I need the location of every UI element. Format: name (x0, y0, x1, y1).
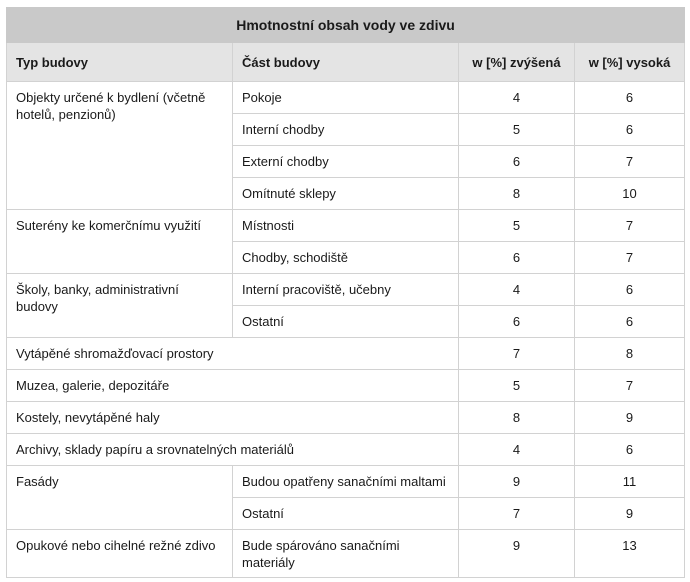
table-row (7, 466, 685, 498)
cell-w-high: 6 (575, 274, 685, 306)
table-row (7, 402, 685, 434)
cell-w-high: 7 (575, 210, 685, 242)
cell-building-part: Externí chodby (233, 146, 459, 178)
table-row (7, 434, 685, 466)
cell-w-high: 7 (575, 146, 685, 178)
cell-w-raised: 5 (459, 210, 575, 242)
cell-w-raised: 7 (459, 338, 575, 370)
table-row (7, 370, 685, 402)
table-row (7, 338, 685, 370)
table-row (7, 82, 685, 114)
cell-building-part: Bude spárováno sanačními materiály (233, 530, 459, 578)
cell-w-high: 11 (575, 466, 685, 498)
cell-w-high: 6 (575, 306, 685, 338)
cell-building-type: Školy, banky, administrativní budovy (7, 274, 233, 338)
cell-w-raised: 8 (459, 402, 575, 434)
cell-w-raised: 4 (459, 434, 575, 466)
cell-building-part: Místnosti (233, 210, 459, 242)
cell-building-type: Fasády (7, 466, 233, 530)
cell-w-raised: 7 (459, 498, 575, 530)
table-row (7, 274, 685, 306)
cell-w-high: 13 (575, 530, 685, 578)
table-row (7, 210, 685, 242)
cell-w-raised: 6 (459, 146, 575, 178)
header-building-type: Typ budovy (7, 43, 233, 82)
cell-w-raised: 5 (459, 114, 575, 146)
header-w-high: w [%] vysoká (575, 43, 685, 82)
table-row (7, 530, 685, 578)
cell-w-raised: 6 (459, 242, 575, 274)
cell-w-high: 6 (575, 434, 685, 466)
cell-w-raised: 9 (459, 530, 575, 578)
header-building-part: Část budovy (233, 43, 459, 82)
cell-w-raised: 6 (459, 306, 575, 338)
cell-building-part: Omítnuté sklepy (233, 178, 459, 210)
cell-w-high: 10 (575, 178, 685, 210)
header-w-raised: w [%] zvýšená (459, 43, 575, 82)
cell-w-high: 7 (575, 370, 685, 402)
cell-w-high: 9 (575, 498, 685, 530)
cell-w-high: 8 (575, 338, 685, 370)
cell-w-raised: 4 (459, 274, 575, 306)
cell-w-raised: 4 (459, 82, 575, 114)
cell-building-type: Muzea, galerie, depozitáře (7, 370, 459, 402)
cell-w-high: 6 (575, 82, 685, 114)
cell-building-part: Interní chodby (233, 114, 459, 146)
cell-building-type: Suterény ke komerčnímu využití (7, 210, 233, 274)
water-content-table (6, 7, 685, 578)
cell-building-part: Budou opatřeny sanačními maltami (233, 466, 459, 498)
cell-w-raised: 9 (459, 466, 575, 498)
cell-w-high: 7 (575, 242, 685, 274)
cell-building-part: Ostatní (233, 306, 459, 338)
cell-building-part: Ostatní (233, 498, 459, 530)
cell-building-type: Opukové nebo cihelné režné zdivo (7, 530, 233, 578)
cell-building-part: Pokoje (233, 82, 459, 114)
table-caption: Hmotnostní obsah vody ve zdivu (7, 8, 685, 43)
cell-building-type: Kostely, nevytápěné haly (7, 402, 459, 434)
cell-w-high: 6 (575, 114, 685, 146)
cell-building-type: Objekty určené k bydlení (včetně hotelů, penzionů) (7, 82, 233, 210)
cell-w-raised: 8 (459, 178, 575, 210)
cell-w-high: 9 (575, 402, 685, 434)
cell-building-type: Vytápěné shromažďovací prostory (7, 338, 459, 370)
cell-building-part: Interní pracoviště, učebny (233, 274, 459, 306)
cell-building-part: Chodby, schodiště (233, 242, 459, 274)
cell-building-type: Archivy, sklady papíru a srovnatelných materiálů (7, 434, 459, 466)
cell-w-raised: 5 (459, 370, 575, 402)
